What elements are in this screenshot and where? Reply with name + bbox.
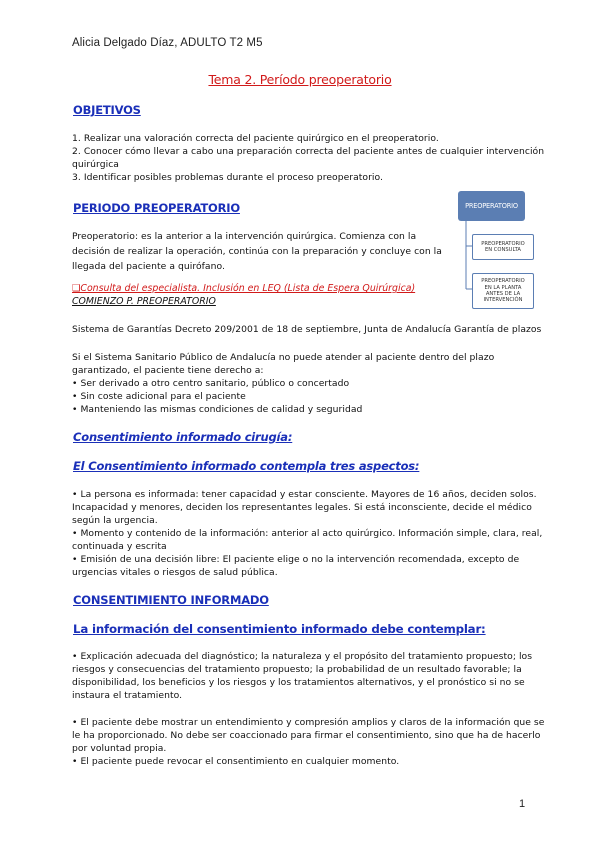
paciente-line: • El paciente debe mostrar un entendimiento y compresión amplios y claros de la información que se (72, 717, 545, 728)
aspectos-line: continuada y escrita (72, 541, 167, 552)
informacion-heading: La información del consentimiento informado debe contemplar: (73, 622, 486, 636)
paciente-line: • El paciente puede revocar el consentimiento en cualquier momento. (72, 756, 400, 767)
informacion-line: instaura el tratamiento. (72, 690, 183, 701)
periodo-line: Preoperatorio: es la anterior a la intervención quirúrgica. Comienza con la (72, 231, 417, 242)
aspectos-line: • Emisión de una decisión libre: El paciente elige o no la intervención recomendada, excepto de (72, 554, 520, 565)
periodo-heading: PERIODO PREOPERATORIO (73, 201, 240, 215)
preoperatorio-diagram (458, 191, 534, 309)
sistema-line: • Sin coste adicional para el paciente (72, 391, 246, 402)
objetivos-line: 2. Conocer cómo llevar a cabo una preparación correcta del paciente antes de cualquier intervención (72, 146, 545, 157)
sistema-garantias: Sistema de Garantías Decreto 209/2001 de 18 de septiembre, Junta de Andalucía Garantía de plazos (72, 324, 542, 335)
sistema-line: • Ser derivado a otro centro sanitario, público o concertado (72, 378, 350, 389)
page-header: Alicia Delgado Díaz, ADULTO T2 M5 (72, 37, 263, 49)
consentimiento-informado-heading: CONSENTIMIENTO INFORMADO (73, 593, 269, 607)
sistema-line: garantizado, el paciente tiene derecho a: (72, 365, 264, 376)
informacion-line: disponibilidad, los beneficios y los riesgos y los tratamientos alternativos, y el pronóstico si no se (72, 677, 525, 688)
page-number: 1 (519, 798, 526, 810)
objetivos-line: 3. Identificar posibles problemas durante el proceso preoperatorio. (72, 172, 384, 183)
informacion-line: riesgos y consecuencias del tratamiento propuesto; la probabilidad de un resultado favorable; la (72, 664, 522, 675)
consentimiento-cirugia-heading: Consentimiento informado cirugía: (73, 430, 293, 444)
objetivos-line: 1. Realizar una valoración correcta del paciente quirúrgico en el preoperatorio. (72, 133, 439, 144)
aspectos-line: • Momento y contenido de la información: anterior al acto quirúrgico. Información simple, clara, real, (72, 528, 543, 539)
diagram-node-line: PREOPERATORIO (481, 278, 525, 285)
diagram-node-line: EN CONSULTA (485, 247, 521, 253)
consulta-especialista-link: ❑Consulta del especialista. Inclusión en LEQ (Lista de Espera Quirúrgica) (72, 283, 416, 294)
diagram-planta-node (472, 273, 534, 309)
diagram-node-line: ANTES DE LA (485, 291, 521, 297)
diagram-node-line: PREOPERATORIO (481, 240, 525, 247)
periodo-text (72, 229, 442, 274)
diagram-main-node: PREOPERATORIO (458, 191, 525, 221)
diagram-node-line: INTERVENCIÓN (483, 297, 523, 304)
diagram-consulta-node (472, 234, 534, 260)
aspectos-line: urgencias vitales o riesgos de salud pública. (72, 567, 278, 578)
paciente-text (72, 716, 544, 768)
periodo-line: llegada del paciente a quirófano. (72, 261, 225, 272)
diagram-node-line: EN LA PLANTA (484, 284, 522, 291)
objetivos-heading: OBJETIVOS (73, 103, 141, 117)
sistema-line: • Manteniendo las mismas condiciones de calidad y seguridad (72, 404, 363, 415)
aspectos-line: según la urgencia. (72, 515, 158, 526)
sistema-list (72, 351, 494, 416)
aspectos-line: • La persona es informada: tener capacidad y estar consciente. Mayores de 16 años, deciden solos. (72, 489, 537, 500)
comienzo-preoperatorio: COMIENZO P. PREOPERATORIO (72, 296, 216, 307)
objetivos-text (72, 132, 544, 184)
objetivos-line: quirúrgica (72, 159, 119, 170)
informacion-line: • Explicación adecuada del diagnóstico; la naturaleza y el propósito del tratamiento propuesto; los (72, 651, 533, 662)
periodo-line: decisión de realizar la operación, continúa con la preparación y concluye con la (72, 246, 442, 257)
aspectos-text (72, 488, 542, 579)
aspectos-line: Incapacidad y menores, deciden los representantes legales. Si está inconsciente, decide el médico (72, 502, 532, 513)
paciente-line: por voluntad propia. (72, 743, 167, 754)
sistema-line: Si el Sistema Sanitario Público de Andalucía no puede atender al paciente dentro del plazo (72, 352, 495, 363)
document-title: Tema 2. Período preoperatorio (208, 72, 392, 87)
contempla-heading: El Consentimiento informado contempla tres aspectos: (73, 459, 420, 473)
informacion-text (72, 650, 532, 702)
paciente-line: le ha proporcionado. No debe ser coaccionado para firmar el consentimiento, sino que ha de hacerlo (72, 730, 541, 741)
